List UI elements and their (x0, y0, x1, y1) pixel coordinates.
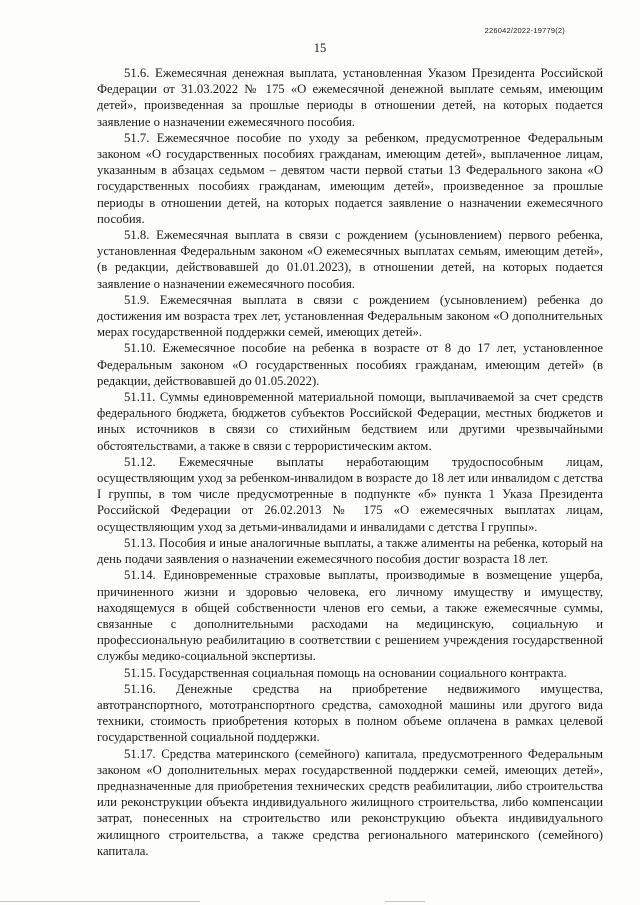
document-registration-number: 226042/2022-19779(2) (484, 26, 565, 35)
paragraph-51-7: 51.7. Ежемесячное пособие по уходу за ребенком, предусмотренное Федеральным законом «О государственных пособиях гражданам, имеющим детей», выплаченное лицам, указанным в абзацах седьмом – девятом части первой статьи 13 Федерального закона «О государственных пособиях гражданам, имеющим детей», произведенное за прошлые периоды в отношении детей, на которых подается заявление о назначении ежемесячного пособия. (97, 130, 603, 226)
paragraph-51-15: 51.15. Государственная социальная помощь на основании социального контракта. (124, 665, 567, 680)
scan-artifact (385, 901, 425, 902)
paragraph-51-12: 51.12. Ежемесячные выплаты неработающим трудоспособным лицам, осуществляющим уход за ребенком-инвалидом в возрасте до 18 лет или инвалидом с детства I группы, в том числе предусмотренные в подпункте «б» пункта 1 Указа Президента Российской Федерации от 26.02.2013 № 175 «О ежемесячных выплатах лицам, осуществляющим уход за детьми-инвалидами и инвалидами с детства I группы». (97, 454, 603, 534)
paragraph-51-13: 51.13. Пособия и иные аналогичные выплаты, а также алименты на ребенка, который на день подачи заявления о назначении ежемесячного пособия достиг возраста 18 лет. (97, 535, 603, 567)
scan-artifact (0, 901, 200, 902)
page-number: 15 (313, 41, 327, 55)
paragraph-51-6: 51.6. Ежемесячная денежная выплата, установленная Указом Президента Российской Федерации от 31.03.2022 № 175 «О ежемесячной денежной выплате семьям, имеющим детей», произведенная за прошлые периоды в отношении детей, на которых подается заявление о назначении ежемесячного пособия. (97, 66, 603, 129)
paragraph-51-11: 51.11. Суммы единовременной материальной помощи, выплачиваемой за счет средств федерального бюджета, бюджетов субъектов Российской Федерации, местных бюджетов и иных источников в связи со стихийным бедствием или другими чрезвычайными обстоятельствами, а также в связи с террористическим актом. (97, 390, 603, 453)
paragraph-51-16: 51.16. Денежные средства на приобретение недвижимого имущества, автотранспортного, мототранспортного средства, самоходной машины или другого вида техники, стоимость приобретения которых в полном объеме оплачена в рамках целевой государственной социальной поддержки. (97, 681, 603, 745)
paragraph-51-17: 51.17. Средства материнского (семейного) капитала, предусмотренного Федеральным законом «О дополнительных мерах государственной поддержки семей, имеющих детей», предназначенные для приобретения технических средств реабилитации, либо строительства или реконструкции объекта индивидуального жилищного строительства, либо компенсации затрат, понесенных на строительство или реконструкцию объекта индивидуального жилищного строительства, а также средства регионального материнского (семейного) капитала. (97, 746, 603, 858)
document-body (97, 65, 603, 859)
paragraph-51-9: 51.9. Ежемесячная выплата в связи с рождением (усыновлением) ребенка до достижения им возраста трех лет, установленная Федеральным законом «О дополнительных мерах государственной поддержки семей, имеющих детей». (97, 292, 603, 340)
paragraph-51-10: 51.10. Ежемесячное пособие на ребенка в возрасте от 8 до 17 лет, установленное Федеральным законом «О государственных пособиях гражданам, имеющим детей» (в редакции, действовавшей до 01.05.2022). (97, 341, 603, 388)
paragraph-51-8: 51.8. Ежемесячная выплата в связи с рождением (усыновлением) первого ребенка, установленная Федеральным законом «О ежемесячных выплатах семьям, имеющим детей», (в редакции, действовавшей до 01.01.2023), в отношении детей, на которых подается заявление о назначении ежемесячного пособия. (97, 228, 603, 291)
paragraph-51-14: 51.14. Единовременные страховые выплаты, производимые в возмещение ущерба, причиненного жизни и здоровью человека, его личному имуществу и имуществу, находящемуся в общей собственности членов его семьи, а также ежемесячные суммы, связанные с дополнительными расходами на медицинскую, социальную и профессиональную реабилитацию в соответствии с решением учреждения государственной службы медико-социальной экспертизы. (97, 568, 603, 664)
